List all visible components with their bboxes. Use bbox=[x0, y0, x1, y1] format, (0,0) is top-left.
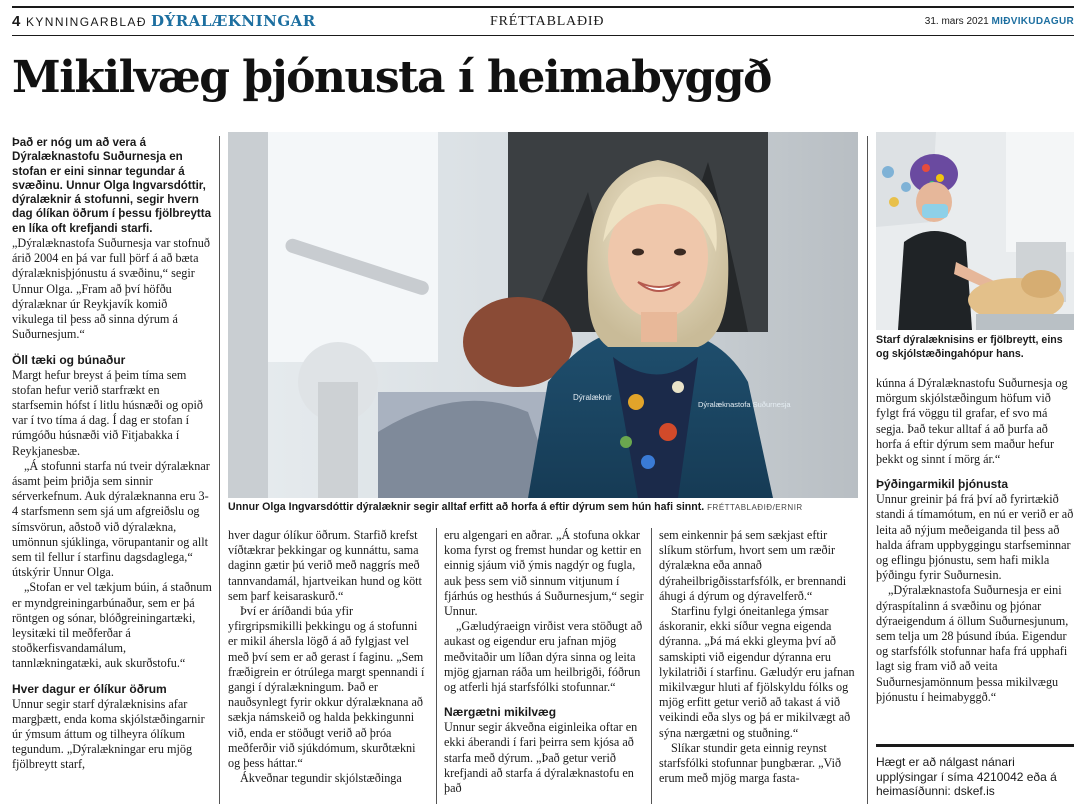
paragraph: „Dýralæknastofa Suðurnesja var stofnuð árið 2004 en þá var full þörf á að bæta dýralæknisþjónustu á svæðinu,“ segir Unnur Olga. „Fram að því höfðu dýralæknar úr Reykjavík komið vikulega til þess að sinna dýrum á Suðurnesjum.“ bbox=[12, 236, 210, 342]
supplement-label: KYNNINGARBLAÐ bbox=[26, 15, 147, 29]
main-photo-caption bbox=[228, 501, 868, 514]
subheading: Nærgætni mikilvæg bbox=[444, 705, 557, 720]
subheading: Þýðingarmikil þjónusta bbox=[876, 477, 1009, 492]
paragraph: kúnna á Dýralæknastofu Suðurnesja og mörgum skjólstæðingum höfum við fylgt frá vöggu til grafar, ef svo má segja. Það tekur alltaf á að þurfa að horfa á eftir dýrum sem maður hefur þekkt og sinnt í mörg ár.“ bbox=[876, 376, 1068, 467]
paragraph: eru algengari en aðrar. „Á stofuna okkar koma fyrst og fremst hundar og kettir en einnig sjáum við ýmis nagdýr og fugla, auk þess sem við sinnum vitjunum í fjárhús og hesthús á Suðurnesjum,“ segir Unnur. bbox=[444, 528, 644, 619]
paragraph: „Dýralæknastofa Suðurnesja er eini dýraspítalinn á svæðinu og þjónar dýraeigendum á öllum Suðurnesjunum, sem telja um 28 þúsund íbúa. Eigendur og starfsfólk stofunnar hafa frá upphafi lagt sig fram við að veita Suðurnesjamönnum þessa mikilvægu þjónustu í heimabyggð.“ bbox=[876, 583, 1069, 704]
paragraph: sem einkennir þá sem sækjast eftir slíkum störfum, hvort sem um ræðir dýralækna eða annað dýraheilbrigðisstarfsfólk, er brennandi áhugi á dýrum og dýravelferð.“ bbox=[659, 528, 847, 603]
subheading: Öll tæki og búnaður bbox=[12, 352, 126, 367]
article-column-2 bbox=[228, 528, 428, 812]
paragraph: hver dagur ólíkur öðrum. Starfið krefst víðtækrar þekkingar og kunnáttu, sama daginn gætir þú verið með naggrís með tannvandamál, hjartveikan hund og kött sem þarf keisaraskurð.“ bbox=[228, 528, 422, 603]
paragraph: Því er áríðandi búa yfir yfirgripsmikilli þekkingu og á stofunni er mikil áhersla lögð á að fylgjast vel með því sem er að gerast í faginu. „Sem fræðigrein er ótrúlega margt spennandi í gangi í dýralækningum. Það er nauðsynlegt fyrir okkur dýralæknana að sækja námskeið og halda þekkingunni við, enda er stöðugt verið að þróa meðferðir við sjúkdómum, skurðtækni og þess háttar.“ bbox=[228, 604, 425, 771]
paragraph: „Á stofunni starfa nú tveir dýralæknar ásamt þeim þriðja sem sinnir sérverkefnum. Auk dýralæknanna eru 3-4 starfsmenn sem sjá um afgreiðslu og símsvörun, aðstoð við dýralækna, umönnun sjúklinga, vörupantanir og allt sem til fellur í starfinu dagsdaglega,“ útskýrir Unnur Olga. bbox=[12, 458, 210, 580]
article-column-3 bbox=[444, 528, 644, 812]
paragraph: „Stofan er vel tækjum búin, á staðnum er myndgreiningarbúnaður, sem er þá röntgen og sónar, blóðgreiningartæki, leysitæki til meðferðar á stoðkerfisvandamálum, tannlækningatæki, auk skurðstofu.“ bbox=[12, 580, 212, 671]
contact-info-text: Hægt er að nálgast nánari upplýsingar í síma 4210042 eða á heimasíðunni: dskef.is bbox=[876, 755, 1057, 799]
article-headline: Mikilvæg þjónusta í heimabyggð bbox=[12, 52, 771, 103]
article-column-5 bbox=[876, 376, 1074, 738]
paragraph: „Gæludýraeign virðist vera stöðugt að aukast og eigendur eru jafnan mjög meðvitaðir um líðan dýra sinna og leita mjög gjarnan ráða um heilbrigði, fóðrun og atferli hjá starfsfólki stofunnar.“ bbox=[444, 619, 643, 695]
veterinarian-portrait-image bbox=[228, 132, 858, 498]
paragraph: Ákveðnar tegundir skjólstæðinga bbox=[240, 771, 402, 786]
date-text: 31. mars 2021 bbox=[924, 16, 989, 27]
article-column-4 bbox=[659, 528, 859, 812]
side-photo bbox=[876, 132, 1074, 330]
paragraph: Unnur segir starf dýralæknisins afar margþætt, enda koma skjólstæðingarnir úr ýmsum áttum og tilheyra ólíkum tegundum. „Dýralækningar eru mjög fjölbreytt starf, bbox=[12, 696, 205, 772]
column-divider bbox=[651, 528, 652, 804]
side-photo-caption: Starf dýralæknisins er fjölbreytt, eins og skjólstæðingahópur hans. bbox=[876, 334, 1063, 360]
main-photo bbox=[228, 132, 858, 498]
caption-text: Unnur Olga Ingvarsdóttir dýralæknir segir alltaf erfitt að horfa á eftir dýrum sem hún hafi sinnt. bbox=[228, 501, 705, 513]
article-column-1 bbox=[12, 136, 212, 812]
paragraph: Starfinu fylgi óneitanlega ýmsar áskoranir, ekki síður vegna eigenda dýranna. „Þá má ekki gleyma því að samskipti við eigendur dýranna eru lykilatriði í starfinu. Gæludýr eru jafnan mikilvægur hluti af fjölskyldu fólks og mjög erfitt getur verið að takast á við veikindi eða slys og þá er mikilvægt að sýna nærgætni og stuðning.“ bbox=[659, 604, 855, 740]
column-divider bbox=[436, 528, 437, 804]
section-label: DÝRALÆKNINGAR bbox=[151, 12, 316, 30]
paragraph: Unnur greinir þá frá því að fyrirtækið standi á tímamótum, en nú er verið er að leita að nýjum meðeiganda til þess að halda áfram uppbyggingu starfseminnar og eflingu þjónustu, sem hafi mikla þýðingu fyrir Suðurnesin. bbox=[876, 492, 1074, 583]
header-bottom-rule bbox=[12, 35, 1074, 36]
veterinary-treatment-image bbox=[876, 132, 1074, 330]
weekday-text: MIÐVIKUDAGUR bbox=[991, 16, 1074, 27]
jacket-text-left: Dýralæknir bbox=[573, 393, 612, 402]
page-number: 4 bbox=[12, 13, 21, 30]
paragraph: Margt hefur breyst á þeim tíma sem stofan hefur verið starfrækt en starfsemin hófst í litlu húsnæði og opið var í tvo tíma á dag. Í dag er stofan í rúmgóðu húsnæði við Fitjabakka í Reykjanesbæ. bbox=[12, 367, 203, 458]
jacket-text-right: Dýralæknastofa Suðurnesja bbox=[698, 400, 791, 409]
page-header bbox=[12, 6, 1074, 36]
header-top-rule bbox=[12, 6, 1074, 8]
article-lead: Það er nóg um að vera á Dýralæknastofu Suðurnesja en stofan er eini sinnar tegundar á svæðinu. Unnur Olga Ingvarsdóttir, dýralæknir á stofunni, segir hvern dag ólíkan öðrum í þessu fjölbreytta en líka oft krefjandi starfi. bbox=[12, 136, 212, 235]
photo-credit: FRÉTTABLAÐIÐ/ERNIR bbox=[707, 503, 803, 512]
paragraph: Slíkar stundir geta einnig reynst starfsfólki stofunnar þungbærar. „Við erum með mjög marga fasta- bbox=[659, 740, 842, 786]
newspaper-name: FRÉTTABLAÐIÐ bbox=[490, 14, 605, 29]
issue-date bbox=[925, 16, 1074, 27]
column-divider bbox=[219, 136, 220, 804]
subheading: Hver dagur er ólíkur öðrum bbox=[12, 681, 167, 696]
paragraph: Unnur segir ákveðna eiginleika oftar en ekki áberandi í fari þeirra sem kjósa að starfa með dýrum. „Það getur verið krefjandi að starfa á dýralæknastofu en það bbox=[444, 720, 638, 796]
contact-info-box bbox=[876, 744, 1074, 799]
column-divider bbox=[867, 136, 868, 804]
